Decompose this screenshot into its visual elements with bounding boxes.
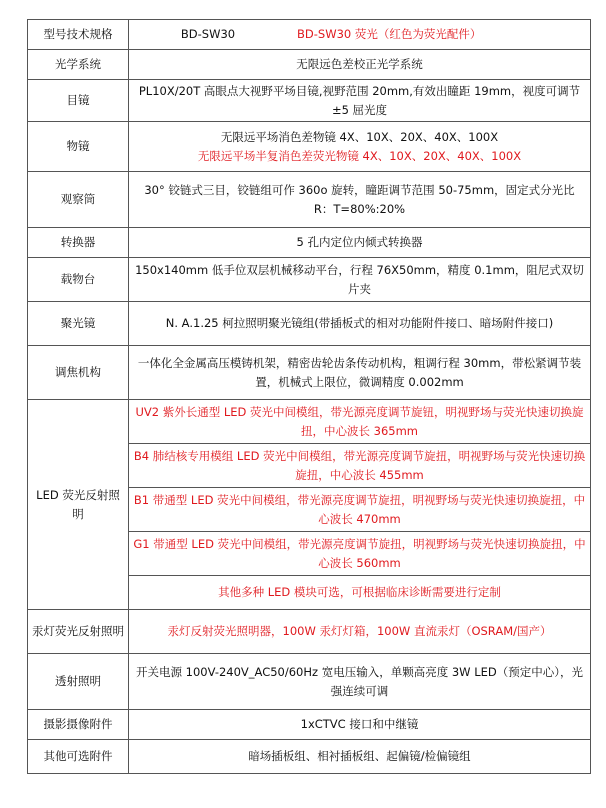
label-other: 其他可选附件 xyxy=(28,740,129,774)
row-eyepiece xyxy=(28,80,591,122)
row-objective xyxy=(28,122,591,172)
value-transmitted: 开关电源 100V-240V_AC50/60Hz 宽电压输入，单颗高亮度 3W LED（预定中心），光强连续可调 xyxy=(129,654,591,710)
value-optics: 无限远色差校正光学系统 xyxy=(129,50,591,80)
spec-table xyxy=(27,19,591,774)
led-item: UV2 紫外长通型 LED 荧光中间模组，带光源亮度调节旋钮，明视野场与荧光快速切换旋扭，中心波长 365mm xyxy=(129,400,591,444)
row-transmitted xyxy=(28,654,591,710)
label-model: 型号技术规格 xyxy=(28,20,129,50)
model-fluorescent: BD-SW30 荧光（红色为荧光配件） xyxy=(297,27,482,41)
value-objective xyxy=(129,122,591,172)
label-nosepiece: 转换器 xyxy=(28,228,129,258)
label-objective: 物镜 xyxy=(28,122,129,172)
led-item: 其他多种 LED 模块可选，可根据临床诊断需要进行定制 xyxy=(129,576,591,610)
value-eyepiece: PL10X/20T 高眼点大视野平场目镜,视野范围 20mm,有效出瞳距 19mm，视度可调节±5 屈光度 xyxy=(129,80,591,122)
value-stage: 150x140mm 低手位双层机械移动平台，行程 76X50mm，精度 0.1mm，阻尼式双切片夹 xyxy=(129,258,591,302)
value-model xyxy=(129,20,591,50)
label-optics: 光学系统 xyxy=(28,50,129,80)
row-led-1 xyxy=(28,400,591,444)
label-stage: 载物台 xyxy=(28,258,129,302)
objective-fluorescent: 无限远平场半复消色差荧光物镜 4X、10X、20X、40X、100X xyxy=(197,148,522,163)
row-optics xyxy=(28,50,591,80)
row-nosepiece xyxy=(28,228,591,258)
objective-standard: 无限远平场消色差物镜 4X、10X、20X、40X、100X xyxy=(220,129,499,144)
label-eyepiece: 目镜 xyxy=(28,80,129,122)
label-focus: 调焦机构 xyxy=(28,346,129,400)
value-condenser: N. A.1.25 柯拉照明聚光镜组(带插板式的相对功能附件接口、暗场附件接口) xyxy=(129,302,591,346)
led-item: B1 带通型 LED 荧光中间模组，带光源亮度调节旋扭，明视野场与荧光快速切换旋扭，中心波长 470mm xyxy=(129,488,591,532)
row-camera xyxy=(28,710,591,740)
value-focus: 一体化全金属高压模铸机架，精密齿轮齿条传动机构，粗调行程 30mm，带松紧调节装置，机械式上限位，微调精度 0.002mm xyxy=(129,346,591,400)
row-tube xyxy=(28,172,591,228)
value-camera: 1xCTVC 接口和中继镜 xyxy=(129,710,591,740)
row-stage xyxy=(28,258,591,302)
row-condenser xyxy=(28,302,591,346)
label-transmitted: 透射照明 xyxy=(28,654,129,710)
led-item: B4 肺结核专用模组 LED 荧光中间模组，带光源亮度调节旋扭，明视野场与荧光快速切换旋扭，中心波长 455mm xyxy=(129,444,591,488)
label-camera: 摄影摄像附件 xyxy=(28,710,129,740)
value-mercury: 汞灯反射荧光照明器，100W 汞灯灯箱，100W 直流汞灯（OSRAM/国产） xyxy=(129,610,591,654)
row-other xyxy=(28,740,591,774)
label-mercury: 汞灯荧光反射照明 xyxy=(28,610,129,654)
label-condenser: 聚光镜 xyxy=(28,302,129,346)
value-other: 暗场插板组、相衬插板组、起偏镜/检偏镜组 xyxy=(129,740,591,774)
model-standard: BD-SW30 xyxy=(180,27,236,41)
label-tube: 观察筒 xyxy=(28,172,129,228)
row-focus xyxy=(28,346,591,400)
label-led: LED 荧光反射照明 xyxy=(28,400,129,610)
value-nosepiece: 5 孔内定位内倾式转换器 xyxy=(129,228,591,258)
row-mercury xyxy=(28,610,591,654)
value-tube: 30° 铰链式三目，铰链组可作 360o 旋转，瞳距调节范围 50-75mm，固定式分光比 R：T=80%:20% xyxy=(129,172,591,228)
row-model xyxy=(28,20,591,50)
led-item: G1 带通型 LED 荧光中间模组，带光源亮度调节旋扭，明视野场与荧光快速切换旋扭，中心波长 560mm xyxy=(129,532,591,576)
